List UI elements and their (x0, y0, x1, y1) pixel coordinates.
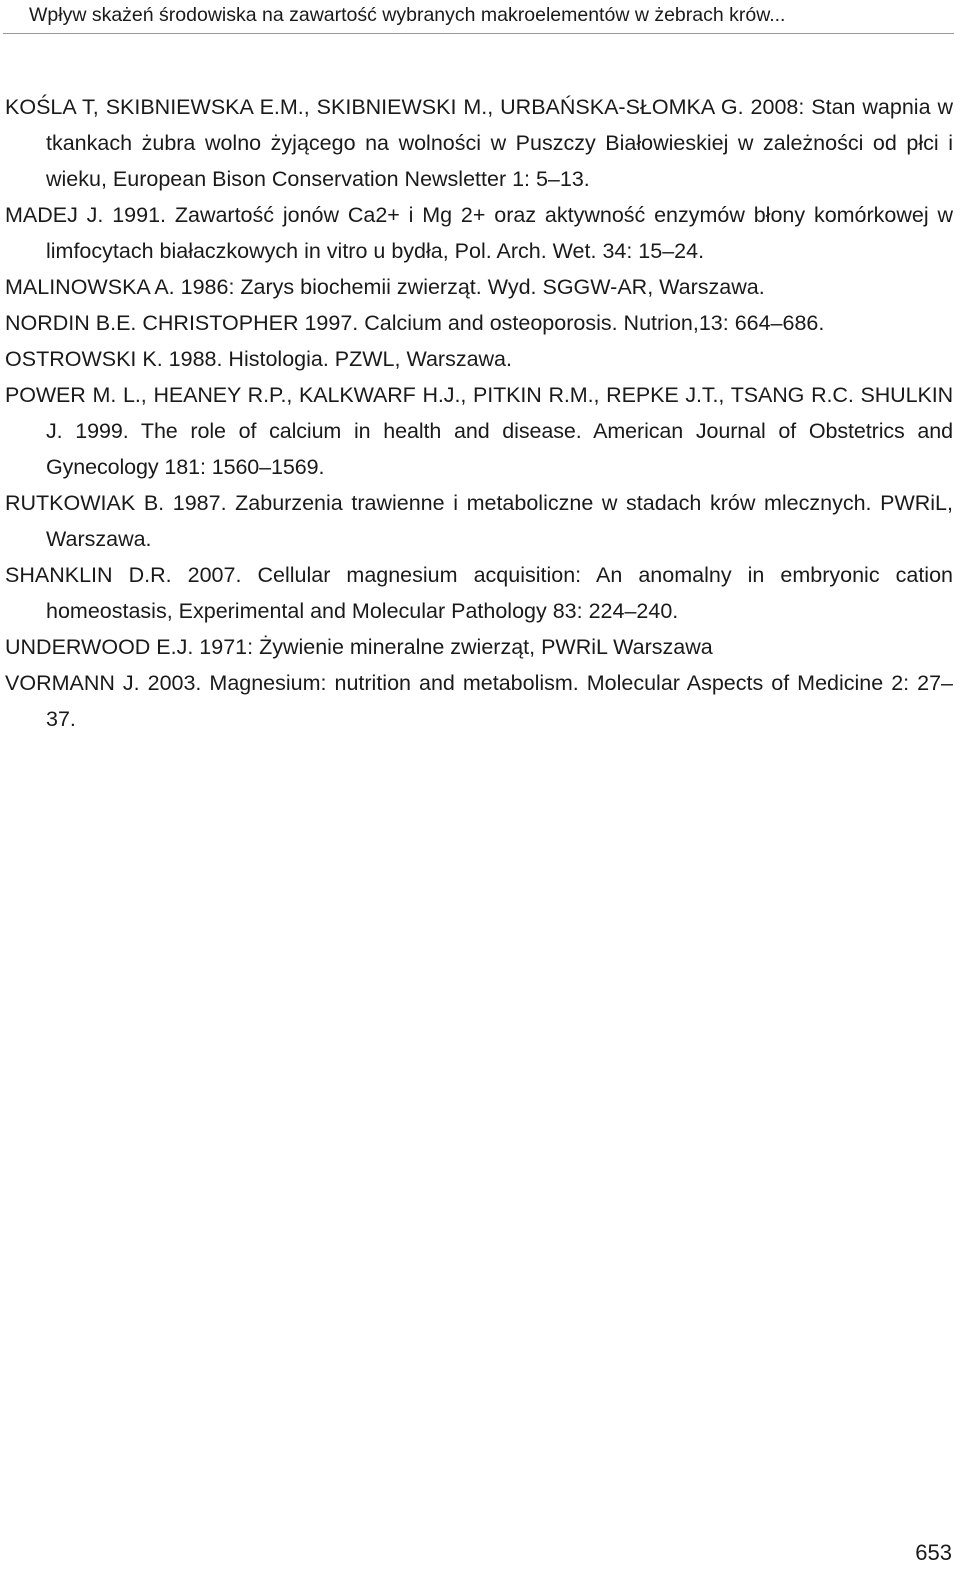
page-number: 653 (915, 1540, 952, 1565)
running-header: Wpływ skażeń środowiska na zawartość wybranych makroelementów w żebrach krów... (3, 0, 954, 34)
reference-item: UNDERWOOD E.J. 1971: Żywienie mineralne zwierząt, PWRiL Warszawa (5, 635, 713, 659)
reference-item: POWER M. L., HEANEY R.P., KALKWARF H.J., PITKIN R.M., REPKE J.T., TSANG R.C. SHULKIN J. 1999. The role of calcium in health and disease. American Journal of Obstetrics and Gynecology 181: 1560‒1569. (5, 383, 953, 479)
reference-item: RUTKOWIAK B. 1987. Zaburzenia trawienne i metaboliczne w stadach krów mlecznych. PWRiL, Warszawa. (5, 491, 953, 551)
reference-list (5, 89, 953, 737)
reference-item: OSTROWSKI K. 1988. Histologia. PZWL, Warszawa. (5, 347, 512, 371)
reference-item: SHANKLIN D.R. 2007. Cellular magnesium acquisition: An anomalny in embryonic cation homeostasis, Experimental and Molecular Pathology 83: 224‒240. (5, 563, 953, 623)
reference-item: KOŚLA T, SKIBNIEWSKA E.M., SKIBNIEWSKI M., URBAŃSKA-SŁOMKA G. 2008: Stan wapnia w tkankach żubra wolno żyjącego na wolności w Puszczy Białowieskiej w zależności od płci i wieku, European Bison Conservation Newsletter 1: 5‒13. (5, 95, 953, 191)
reference-item: MADEJ J. 1991. Zawartość jonów Ca2+ i Mg 2+ oraz aktywność enzymów błony komórkowej w limfocytach białaczkowych in vitro u bydła, Pol. Arch. Wet. 34: 15‒24. (5, 203, 953, 263)
reference-item: NORDIN B.E. CHRISTOPHER 1997. Calcium and osteoporosis. Nutrion,13: 664‒686. (5, 311, 825, 335)
reference-item: VORMANN J. 2003. Magnesium: nutrition and metabolism. Molecular Aspects of Medicine 2: 27‒37. (5, 671, 953, 731)
reference-item: MALINOWSKA A. 1986: Zarys biochemii zwierząt. Wyd. SGGW-AR, Warszawa. (5, 275, 765, 299)
